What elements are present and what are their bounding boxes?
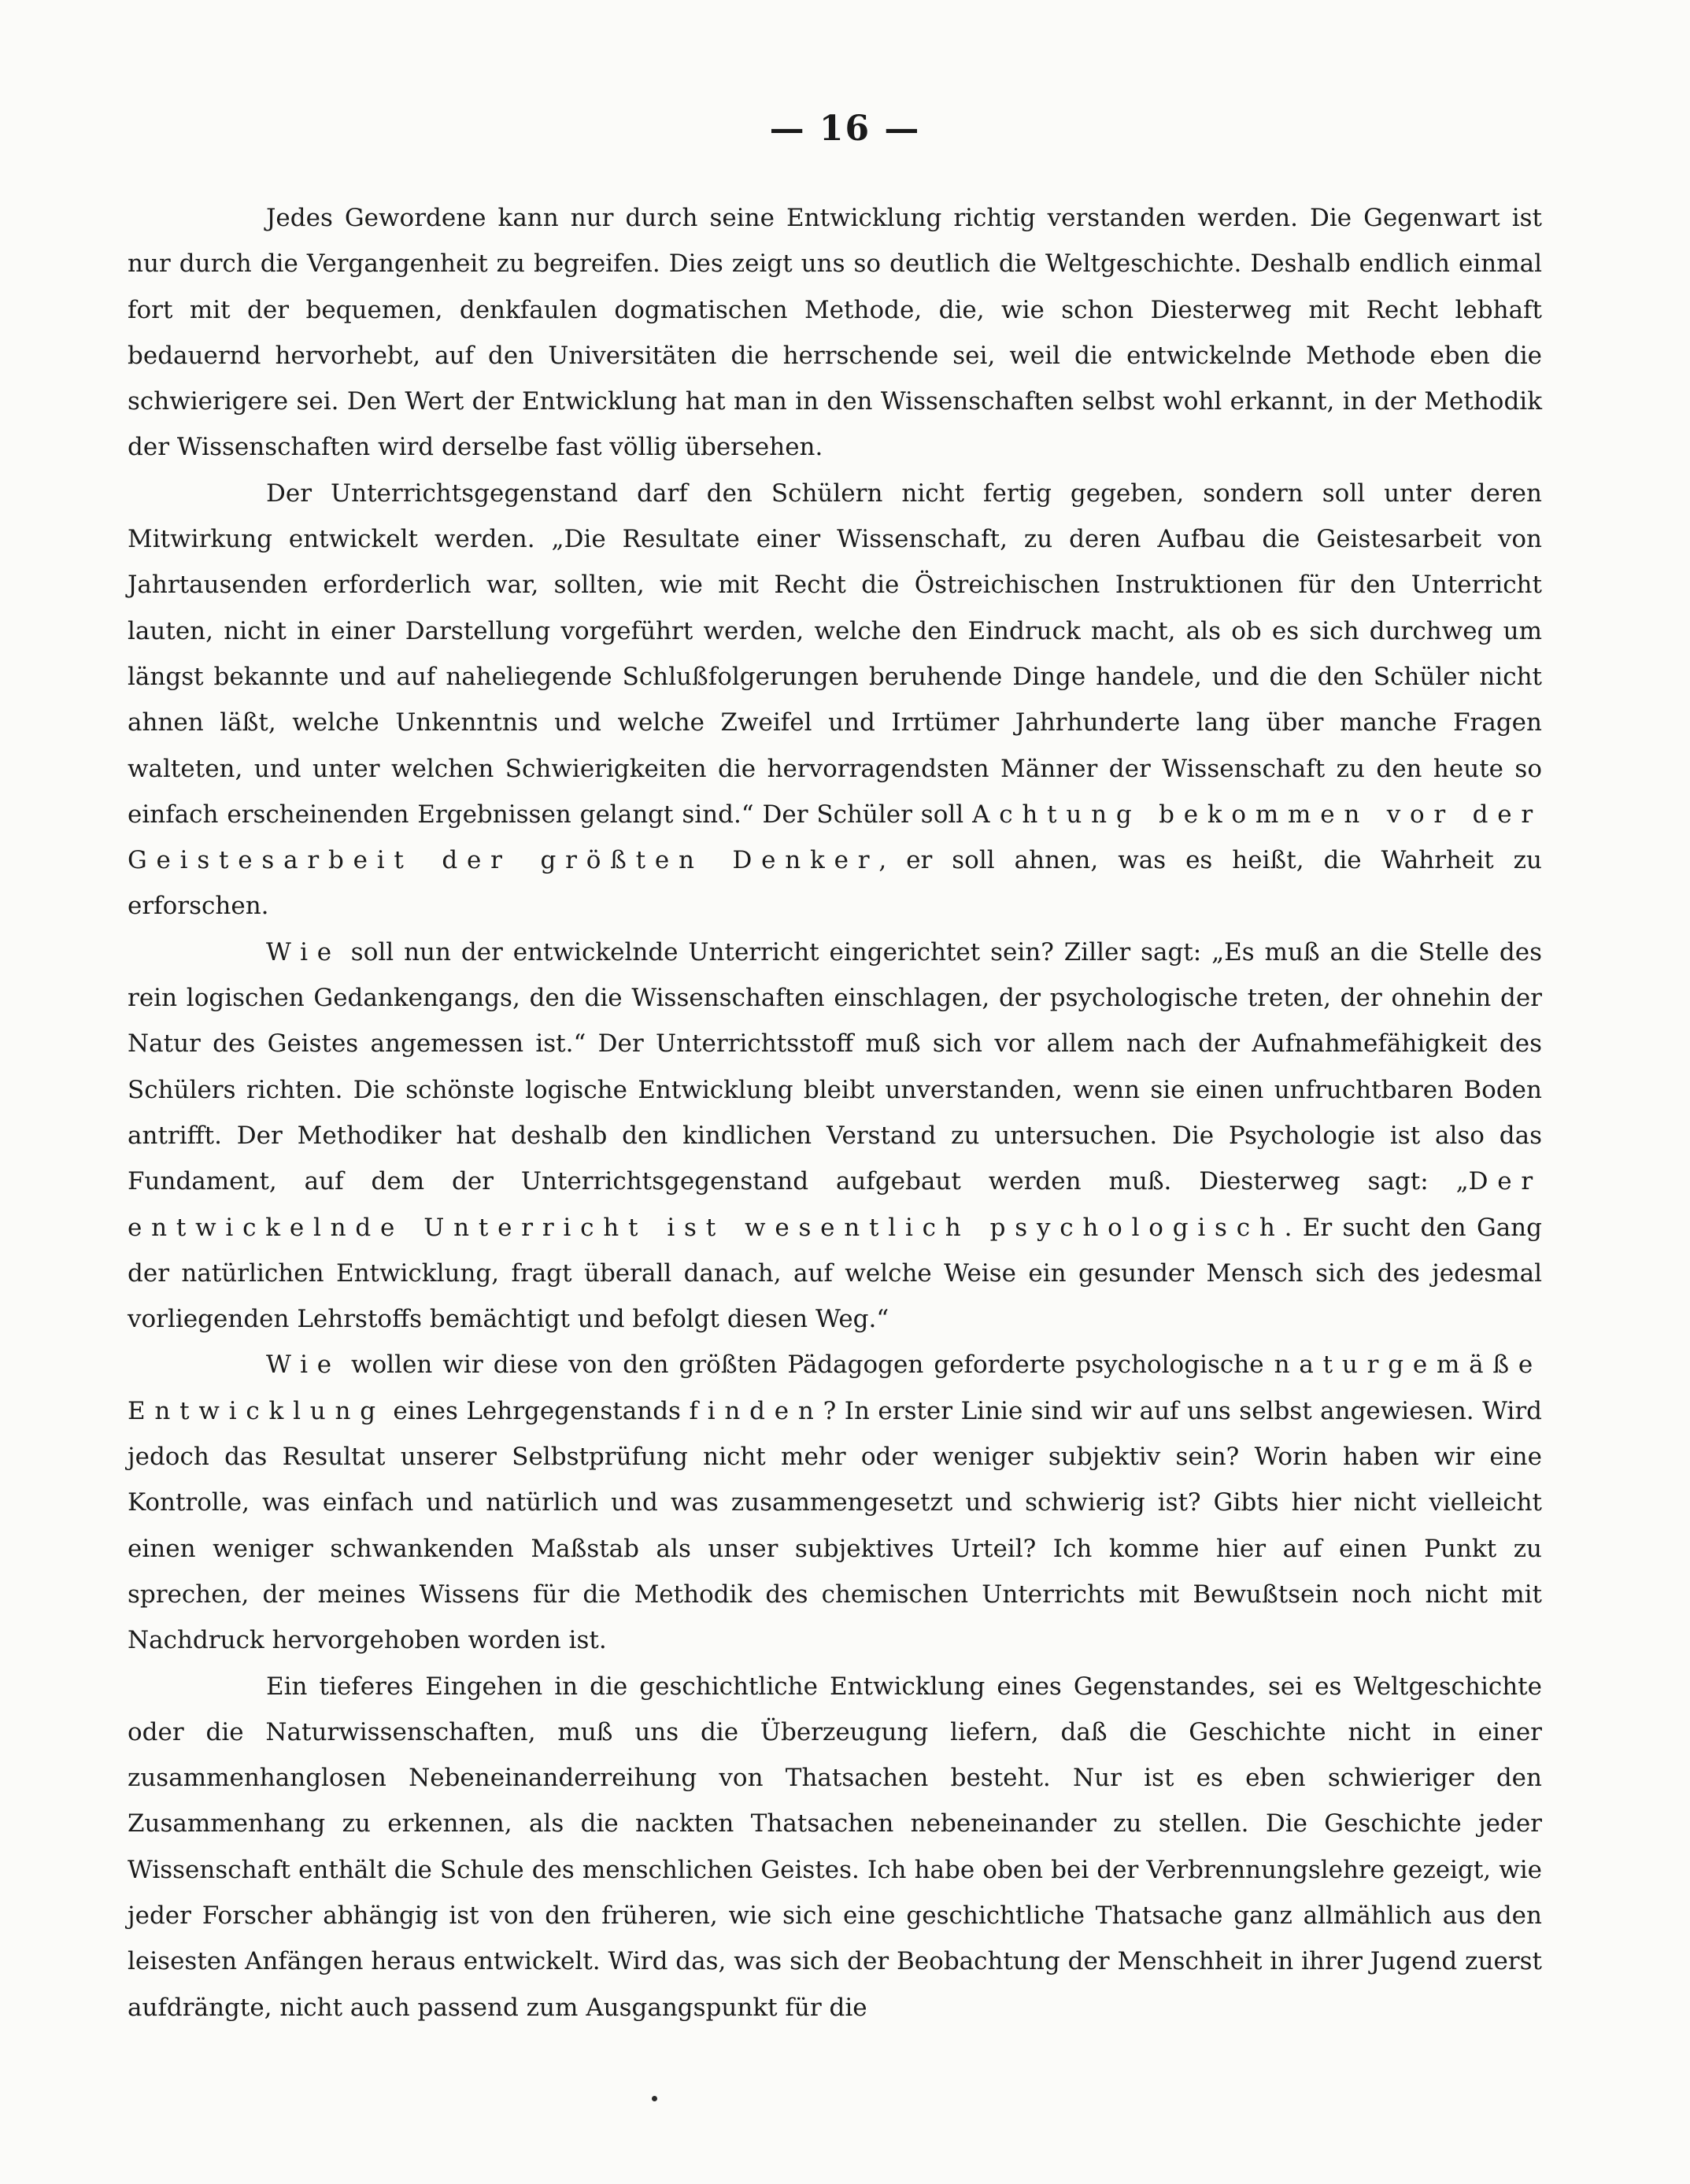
spaced-emphasis: Der entwickelnde Unterricht ist wesentlich psychologisch [128,1167,1542,1242]
spaced-emphasis: Wie [266,937,341,966]
paragraph-3 [128,929,1542,1343]
text-run: , er soll ahnen, was es heißt, die Wahrheit zu erforschen. [128,846,1542,921]
ink-speck [652,2096,657,2101]
text-run: ? In erster Linie sind wir auf uns selbst angewiesen. Wird jedoch das Resultat unserer Selbstprüfung nicht mehr oder weniger subjektiv sein? Worin haben wir eine Kontrolle, was einfach und natürlich und was zusammengesetzt und schwierig ist? Gibts hier nicht vielleicht einen weniger schwankenden Maßstab als unser subjektives Urteil? Ich komme hier auf einen Punkt zu sprechen, der meines Wissens für die Methodik des chemischen Unterrichts mit Bewußtsein noch nicht mit Nachdruck hervorgehoben worden ist. [128,1396,1543,1655]
paragraph-4 [128,1342,1542,1663]
spaced-emphasis: Achtung bekommen vor der Geistesarbeit der größten Denker [128,800,1543,875]
spaced-emphasis: naturgemäße Entwicklung [128,1351,1542,1425]
spaced-emphasis: Wie [266,1351,341,1380]
paragraph-5 [128,1664,1542,2031]
text-run: Ein tieferes Eingehen in die geschichtliche Entwicklung eines Gegenstandes, sei es Weltgeschichte oder die Naturwissenschaften, muß uns die Überzeugung liefern, daß die Geschichte nicht in einer zusammenhanglosen Nebeneinanderreihung von Thatsachen besteht. Nur ist es eben schwieriger den Zusammenhang zu erkennen, als die nackten Thatsachen nebeneinander zu stellen. Die Geschichte jeder Wissenschaft enthält die Schule des menschlichen Geistes. Ich habe oben bei der Verbrennungslehre gezeigt, wie jeder Forscher abhängig ist von den früheren, wie sich eine geschichtliche Thatsache ganz allmählich aus den leisesten Anfängen heraus entwickelt. Wird das, was sich der Beobachtung der Menschheit in ihrer Jugend zuerst aufdrängte, nicht auch passend zum Ausgangspunkt für die [128,1672,1542,2022]
paragraph-2 [128,471,1542,929]
text-run: Der Unterrichtsgegenstand darf den Schülern nicht fertig gegeben, sondern soll unter deren Mitwirkung entwickelt werden. „Die Resultate einer Wissenschaft, zu deren Aufbau die Geistesarbeit von Jahrtausenden erforderlich war, sollten, wie mit Recht die Östreichischen Instruktionen für den Unterricht lauten, nicht in einer Darstellung vorgeführt werden, welche den Eindruck macht, als ob es sich durchweg um längst bekannte und auf naheliegende Schlußfolgerungen beruhende Dinge handele, und die den Schüler nicht ahnen läßt, welche Unkenntnis und welche Zweifel und Irrtümer Jahrhunderte lang über manche Fragen walteten, und unter welchen Schwierigkeiten die hervorragendsten Männer der Wissenschaft zu den heute so einfach erscheinenden Ergebnissen gelangt sind.“ Der Schüler soll [128,479,1542,829]
spaced-emphasis: finden [689,1396,823,1425]
text-run: eines Lehrgegenstands [384,1396,690,1425]
text-run: Jedes Gewordene kann nur durch seine Entwicklung richtig verstanden werden. Die Gegenwart ist nur durch die Vergangenheit zu begreifen. Dies zeigt uns so deutlich die Weltgeschichte. Deshalb endlich einmal fort mit der bequemen, denkfaulen dogmatischen Methode, die, wie schon Diesterweg mit Recht lebhaft bedauernd hervorhebt, auf den Universitäten die herrschende sei, weil die entwickelnde Methode eben die schwierigere sei. Den Wert der Entwicklung hat man in den Wissenschaften selbst wohl erkannt, in der Methodik der Wissenschaften wird derselbe fast völlig übersehen. [128,204,1542,462]
paragraph-1 [128,195,1542,471]
page-number: — 16 — [769,109,921,149]
body-text [128,195,1542,2031]
text-run: soll nun der entwickelnde Unterricht eingerichtet sein? Ziller sagt: „Es muß an die Stelle des rein logischen Gedankengangs, den die Wissenschaften einschlagen, der psychologische treten, der ohnehin der Natur des Geistes angemessen ist.“ Der Unterrichtsstoff muß sich vor allem nach der Aufnahmefähigkeit des Schülers richten. Die schönste logische Entwicklung bleibt unverstanden, wenn sie einen unfruchtbaren Boden antrifft. Der Methodiker hat deshalb den kindlichen Verstand zu untersuchen. Die Psychologie ist also das Fundament, auf dem der Unterrichtsgegenstand aufgebaut werden muß. Diesterweg sagt: „ [128,937,1542,1196]
text-run: . Er sucht den Gang der natürlichen Entwicklung, fragt überall danach, auf welche Weise ein gesunder Mensch sich des jedesmal vorliegenden Lehrstoffs bemächtigt und befolgt diesen Weg.“ [128,1213,1542,1334]
text-run: wollen wir diese von den größten Pädagogen geforderte psychologische [340,1351,1274,1380]
